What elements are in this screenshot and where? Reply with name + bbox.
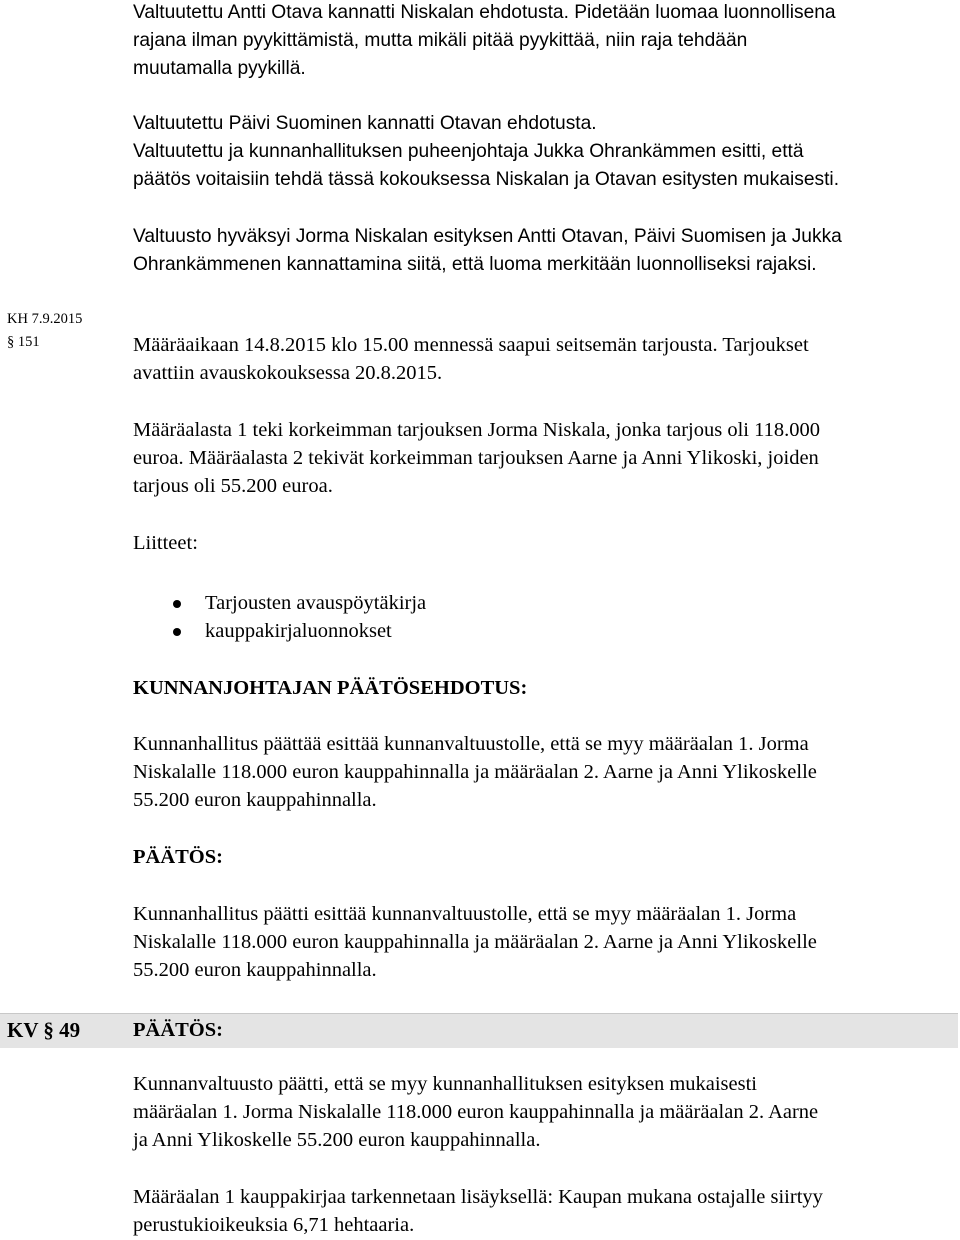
bullet-icon: [173, 600, 181, 608]
text-line: 55.200 euron kauppahinnalla.: [133, 789, 377, 811]
text-line: Valtuutettu Päivi Suominen kannatti Otavan ehdotusta.: [133, 113, 597, 134]
text-line: Määräalasta 1 teki korkeimman tarjouksen Jorma Niskala, jonka tarjous oli 118.000: [133, 419, 820, 441]
text-line: ja Anni Ylikoskelle 55.200 euron kauppahinnalla.: [133, 1129, 541, 1151]
attachment-label: Tarjousten avauspöytäkirja: [205, 592, 427, 614]
attachments-list: [133, 589, 426, 645]
attachment-label: kauppakirjaluonnokset: [205, 620, 392, 642]
kh-paragraph-1: [133, 331, 953, 387]
text-line: 55.200 euron kauppahinnalla.: [133, 959, 377, 981]
kh-paragraph-2: [133, 416, 953, 500]
kh-date-label: KH 7.9.2015: [7, 311, 83, 327]
text-line: Valtuusto hyväksyi Jorma Niskalan esityksen Antti Otavan, Päivi Suomisen ja Jukka: [133, 226, 842, 247]
kv-addition-text: [133, 1183, 953, 1239]
text-line: Määräaikaan 14.8.2015 klo 15.00 mennessä saapui seitsemän tarjousta. Tarjoukset: [133, 334, 809, 356]
text-line: euroa. Määräalasta 2 tekivät korkeimman tarjouksen Aarne ja Anni Ylikoski, joiden: [133, 447, 819, 469]
intro-paragraph-2: [133, 110, 953, 138]
text-line: Niskalalle 118.000 euron kauppahinnalla ja määräalan 2. Aarne ja Anni Ylikoskelle: [133, 761, 817, 783]
text-line: Valtuutettu Antti Otava kannatti Niskalan ehdotusta. Pidetään luomaa luonnollisena: [133, 2, 836, 23]
intro-paragraph-4: [133, 223, 953, 279]
text-line: avattiin avauskokouksessa 20.8.2015.: [133, 362, 443, 384]
text-line: Niskalalle 118.000 euron kauppahinnalla ja määräalan 2. Aarne ja Anni Ylikoskelle: [133, 931, 817, 953]
text-line: Kunnanhallitus päätti esittää kunnanvaltuustolle, että se myy määräalan 1. Jorma: [133, 903, 797, 925]
intro-paragraph-1: [133, 0, 953, 83]
text-line: rajana ilman pyykittämistä, mutta mikäli pitää pyykittää, niin raja tehdään: [133, 30, 748, 51]
list-item: [133, 589, 426, 617]
kh-decision-text: [133, 900, 953, 984]
text-line: Ohrankämmenen kannattamina siitä, että luoma merkitään luonnolliseksi rajaksi.: [133, 254, 817, 275]
text-line: päätös voitaisiin tehdä tässä kokouksessa Niskalan ja Otavan esitysten mukaisesti.: [133, 169, 840, 190]
text-line: Kunnanvaltuusto päätti, että se myy kunnanhallituksen esityksen mukaisesti: [133, 1073, 757, 1095]
kv-section-label: KV § 49: [7, 1018, 81, 1042]
text-line: määräalan 1. Jorma Niskalalle 118.000 euron kauppahinnalla ja määräalan 2. Aarne: [133, 1101, 819, 1123]
attachments-label: Liitteet:: [133, 532, 198, 554]
text-line: Valtuutettu ja kunnanhallituksen puheenjohtaja Jukka Ohrankämmen esitti, että: [133, 141, 804, 162]
kv-decision-heading: PÄÄTÖS:: [133, 1019, 223, 1041]
intro-paragraph-3: [133, 138, 953, 194]
text-line: perustukioikeuksia 6,71 hehtaaria.: [133, 1214, 415, 1236]
text-line: Määräalan 1 kauppakirjaa tarkennetaan lisäyksellä: Kaupan mukana ostajalle siirtyy: [133, 1186, 823, 1208]
kh-decision-heading: PÄÄTÖS:: [133, 846, 223, 868]
list-item: [133, 617, 426, 645]
bullet-icon: [173, 628, 181, 636]
proposal-heading: KUNNANJOHTAJAN PÄÄTÖSEHDOTUS:: [133, 677, 528, 699]
kh-paragraph-ref: § 151: [7, 334, 40, 350]
text-line: tarjous oli 55.200 euroa.: [133, 475, 333, 497]
kv-decision-text: [133, 1070, 953, 1154]
text-line: Kunnanhallitus päättää esittää kunnanvaltuustolle, että se myy määräalan 1. Jorma: [133, 733, 809, 755]
proposal-text: [133, 730, 953, 814]
text-line: muutamalla pyykillä.: [133, 58, 306, 79]
